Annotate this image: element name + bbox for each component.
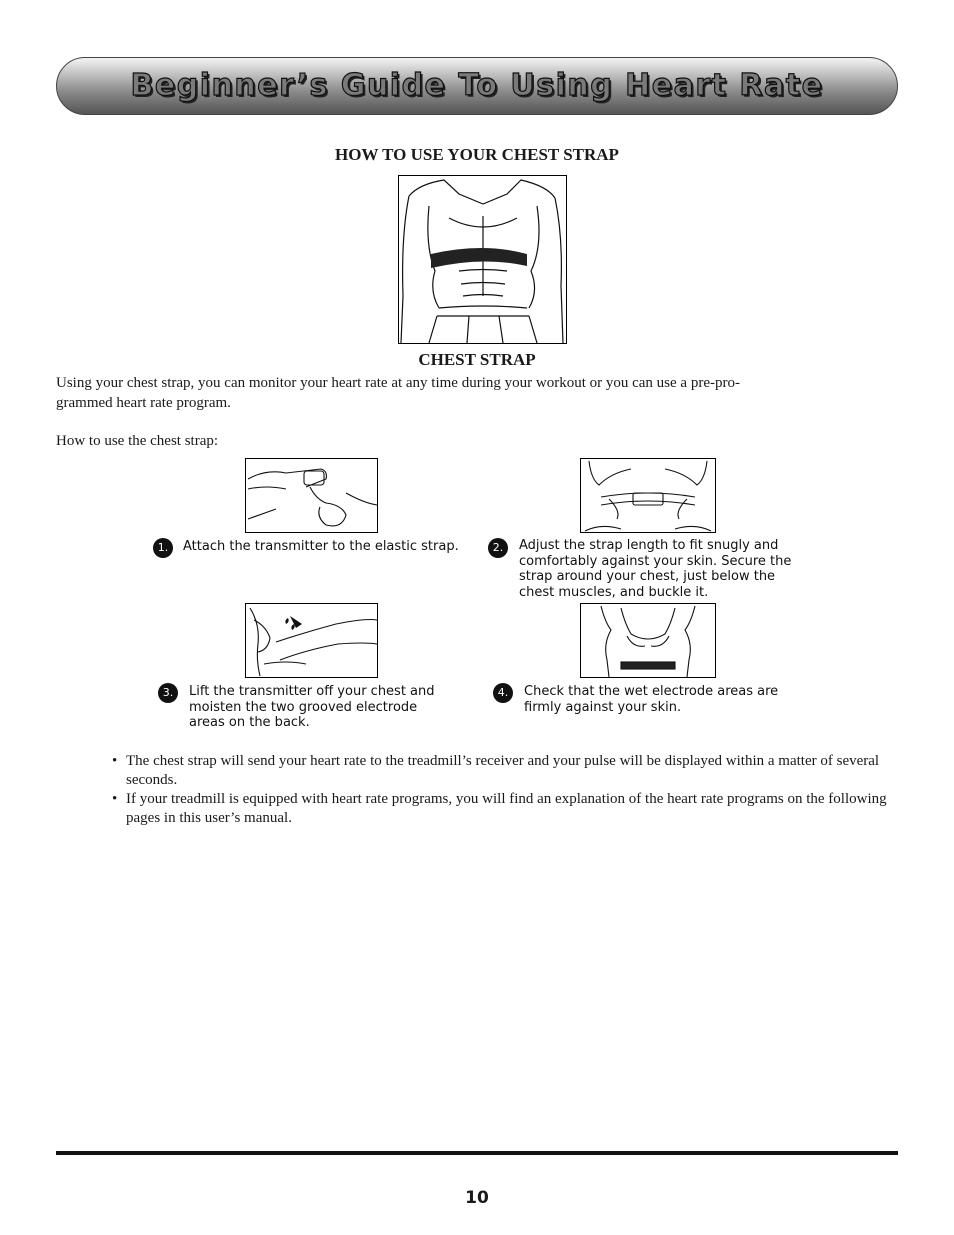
step-3-text: Lift the transmitter off your chest and moisten the two grooved electrode areas on the back. xyxy=(189,684,435,730)
intro-line-2: grammed heart rate program. xyxy=(56,395,231,411)
figure-caption: CHEST STRAP xyxy=(418,350,536,369)
intro-line-1: Using your chest strap, you can monitor your heart rate at any time during your workout or you can use a pre-pro- xyxy=(56,375,740,391)
step-2-number: 2. xyxy=(488,538,508,558)
title-banner xyxy=(56,57,898,115)
step-2-image xyxy=(580,458,716,533)
step-1-number: 1. xyxy=(153,538,173,558)
step-1-text: Attach the transmitter to the elastic strap. xyxy=(183,539,459,554)
page-number: 10 xyxy=(465,1188,489,1208)
bullet-icon: • xyxy=(112,791,118,807)
notes-list xyxy=(112,752,902,828)
note-text: If your treadmill is equipped with heart rate programs, you will find an explanation of the heart rate programs on the following pages in this user’s manual. xyxy=(126,791,887,826)
step-3-image xyxy=(245,603,378,678)
step-1-image xyxy=(245,458,378,533)
note-item xyxy=(112,790,902,828)
note-item xyxy=(112,752,902,790)
bullet-icon: • xyxy=(112,753,118,769)
howto-label: How to use the chest strap: xyxy=(56,433,219,449)
step-4-image xyxy=(580,603,716,678)
note-text: The chest strap will send your heart rate to the treadmill’s receiver and your pulse will be displayed within a matter of several seconds. xyxy=(126,753,880,788)
step-3-number: 3. xyxy=(158,683,178,703)
chest-strap-illustration xyxy=(398,175,567,344)
section-heading: HOW TO USE YOUR CHEST STRAP xyxy=(335,145,619,164)
step-2-text: Adjust the strap length to fit snugly and comfortably against your skin. Secure the strap around your chest, just below the chest muscles, and buckle it. xyxy=(519,538,792,600)
step-4-text: Check that the wet electrode areas are firmly against your skin. xyxy=(524,684,779,715)
step-4-number: 4. xyxy=(493,683,513,703)
torso-with-strap-drawing xyxy=(399,176,566,343)
footer-rule xyxy=(56,1151,898,1155)
page-title: Beginner’s Guide To Using Heart Rate xyxy=(130,68,824,103)
intro-paragraph xyxy=(56,373,886,413)
